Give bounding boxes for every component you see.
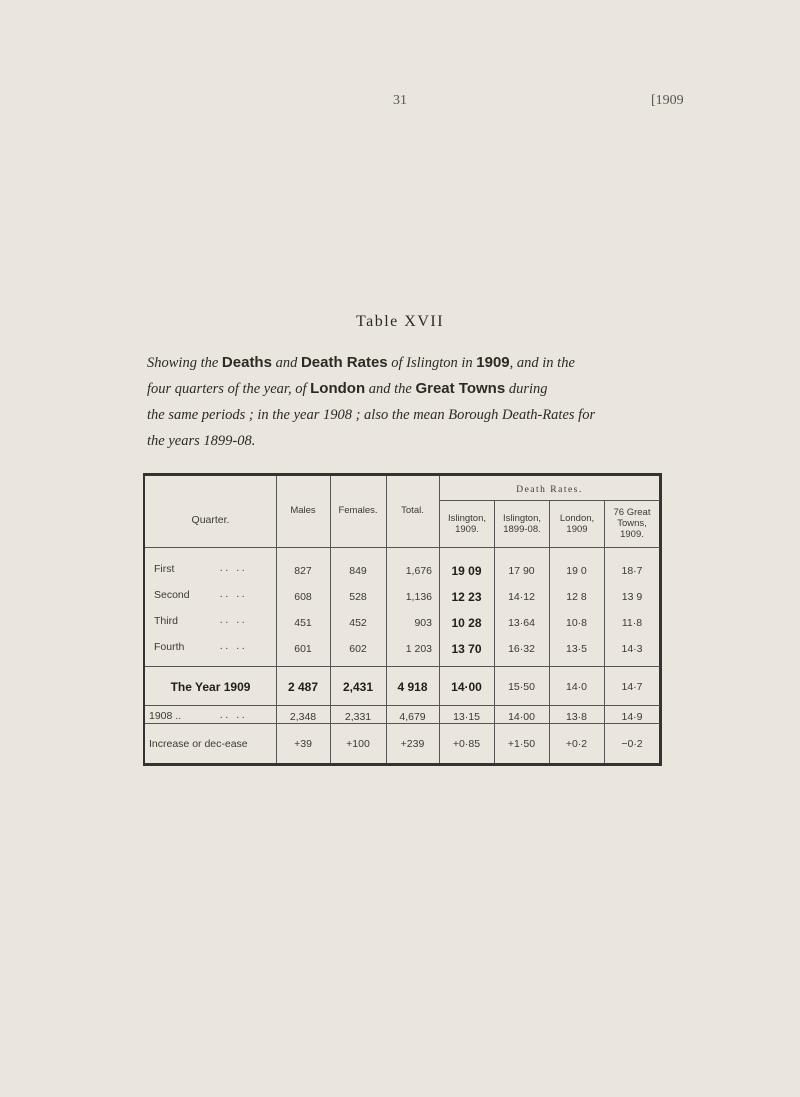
- cell-islington-1899-08: 14·00: [508, 711, 535, 723]
- caption-line-3: the same periods ; in the year 1908 ; also the mean Borough Death-Rates for: [147, 407, 596, 423]
- row-label-fourth: Fourth: [154, 641, 185, 653]
- cell-males: 608: [294, 591, 312, 603]
- cell-great-towns: 14·3: [621, 643, 643, 655]
- cell-islington-1909: 10 28: [451, 616, 482, 630]
- cell-males: 827: [294, 565, 312, 577]
- cell-london: 19 0: [566, 565, 587, 577]
- header-islington-1909: Islington, 1909.: [447, 513, 487, 535]
- cell-london: 14·0: [565, 681, 587, 693]
- cell-islington-1899-08: 17 90: [508, 565, 535, 577]
- cell-total: +239: [400, 738, 425, 750]
- cell-females: +100: [346, 738, 370, 750]
- header-rule: [145, 547, 660, 548]
- year-rule: [145, 705, 660, 706]
- header-islington-1899-08: Islington, 1899-08.: [502, 513, 542, 535]
- row-label-third: Third: [154, 615, 178, 627]
- caption-line-2: four quarters of the year, of London and the Great Towns during: [147, 380, 548, 397]
- page-year-mark: [1909: [651, 93, 684, 108]
- cell-total: 1,136: [405, 591, 432, 603]
- cell-great-towns: 13 9: [621, 591, 643, 603]
- cell-islington-1909: 13 70: [451, 642, 482, 656]
- table-title: Table XVII: [355, 313, 445, 330]
- cell-great-towns: 14·7: [621, 681, 643, 693]
- cell-males: 451: [294, 617, 312, 629]
- row-1908-rule: [145, 723, 660, 724]
- cell-london: 10·8: [565, 617, 587, 629]
- cell-males: +39: [294, 738, 312, 750]
- cell-total: 4,679: [399, 711, 426, 723]
- death-rates-rule: [439, 500, 660, 501]
- cell-females: 528: [349, 591, 367, 603]
- row-label-change: Increase or dec-ease: [149, 738, 248, 750]
- row-label-1908: 1908 ..: [149, 710, 182, 722]
- cell-london: 13·8: [565, 711, 587, 723]
- cell-great-towns: −0·2: [621, 738, 643, 750]
- cell-islington-1899-08: 14·12: [508, 591, 535, 603]
- cell-london: 12 8: [566, 591, 587, 603]
- cell-islington-1899-08: 16·32: [508, 643, 535, 655]
- cell-total: 903: [414, 617, 432, 629]
- row-label-year-1909: The Year 1909: [170, 680, 251, 694]
- row-label-second: Second: [154, 589, 190, 601]
- page-number: 31: [393, 93, 407, 108]
- leader-dots: .. ..: [220, 589, 248, 600]
- header-females: Females.: [338, 505, 378, 516]
- caption-line-1: Showing the Deaths and Death Rates of Islington in 1909, and in the: [147, 354, 575, 371]
- cell-islington-1899-08: +1·50: [507, 738, 536, 750]
- leader-dots: .. ..: [220, 563, 248, 574]
- cell-islington-1909: 12 23: [451, 590, 482, 604]
- cell-females: 452: [349, 617, 367, 629]
- cell-islington-1909: 13·15: [453, 711, 480, 723]
- header-quarter: Quarter.: [191, 514, 230, 526]
- table-caption: [147, 350, 687, 454]
- cell-islington-1909: 19 09: [451, 564, 482, 578]
- cell-great-towns: 14·9: [621, 711, 643, 723]
- cell-males: 2 487: [287, 680, 319, 694]
- cell-london: +0·2: [565, 738, 588, 750]
- header-great-towns: 76 Great Towns, 1909.: [613, 507, 651, 540]
- cell-total: 1,676: [405, 565, 432, 577]
- cell-females: 2,331: [344, 711, 372, 723]
- cell-islington-1899-08: 13·64: [508, 617, 535, 629]
- cell-females: 849: [349, 565, 367, 577]
- header-death-rates: Death Rates.: [516, 485, 583, 495]
- cell-islington-1899-08: 15·50: [508, 681, 535, 693]
- quarters-rule: [145, 666, 660, 667]
- cell-islington-1909: 14·00: [451, 680, 482, 694]
- header-males: Males: [290, 505, 316, 516]
- cell-males: 601: [294, 643, 312, 655]
- leader-dots: .. ..: [220, 615, 248, 626]
- cell-great-towns: 18·7: [621, 565, 643, 577]
- cell-great-towns: 11·8: [621, 617, 643, 629]
- leader-dots: .. ..: [220, 710, 248, 721]
- cell-total: 1 203: [405, 643, 432, 655]
- header-london-1909: London, 1909: [559, 513, 595, 535]
- header-total: Total.: [401, 505, 424, 516]
- cell-islington-1909: +0·85: [452, 738, 481, 750]
- caption-line-4: the years 1899-08.: [147, 433, 256, 449]
- leader-dots: .. ..: [220, 641, 248, 652]
- cell-total: 4 918: [397, 680, 428, 694]
- row-label-first: First: [154, 563, 175, 575]
- cell-females: 2,431: [342, 680, 374, 694]
- cell-london: 13·5: [565, 643, 587, 655]
- cell-females: 602: [349, 643, 367, 655]
- cell-males: 2,348: [289, 711, 317, 723]
